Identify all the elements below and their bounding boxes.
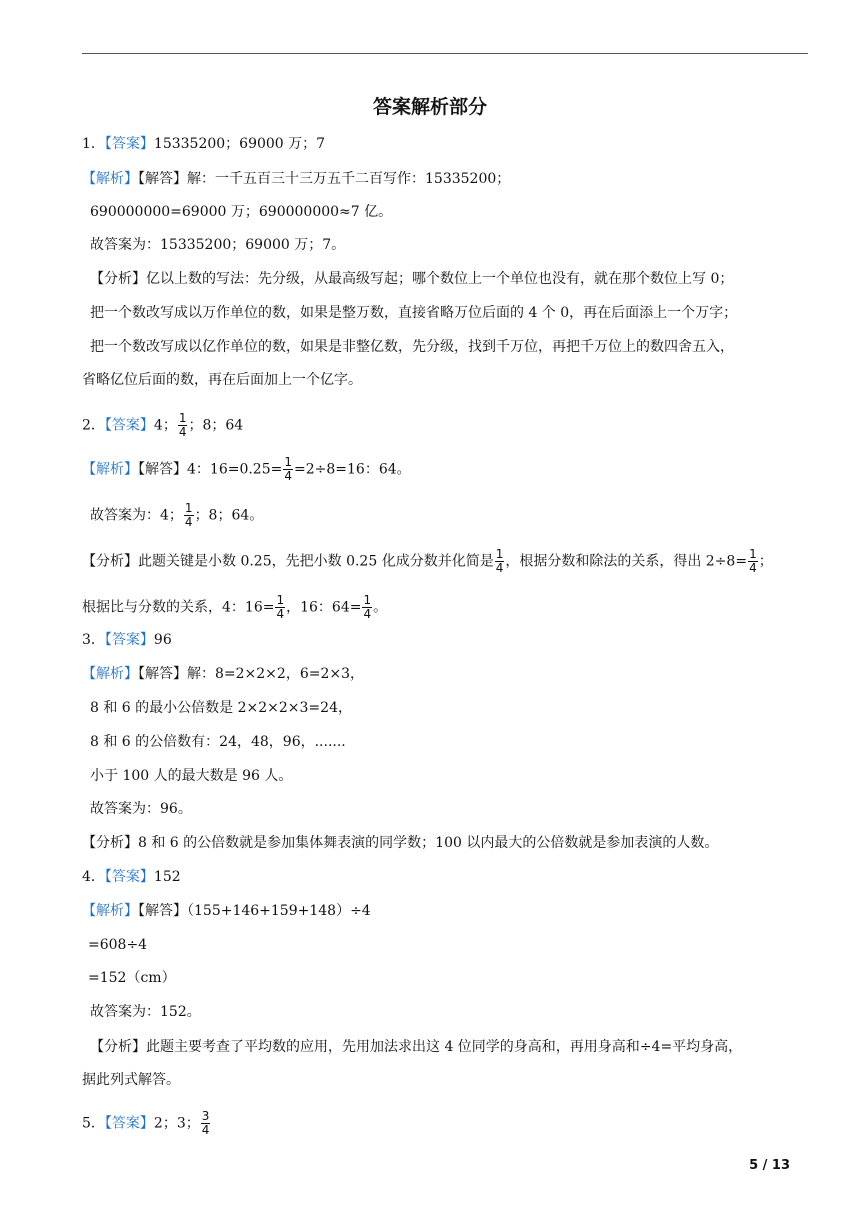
q2-analysis-line xyxy=(82,456,411,483)
q4-answer-line xyxy=(82,867,181,887)
q1-line4: 【分析】亿以上数的写法：先分级，从最高级写起；哪个数位上一个单位也没有，就在那个数位上写 0； xyxy=(90,271,734,287)
q3-analysis-tag: 【解析】 xyxy=(82,666,138,682)
header-rule xyxy=(82,53,808,54)
q4-number: 4． xyxy=(82,869,105,885)
fraction-one-quarter: $\frac{1}{4}$ xyxy=(184,501,193,529)
q1-answer: 15335200；69000 万；7 xyxy=(153,136,326,152)
fraction-one-quarter: $\frac{1}{4}$ xyxy=(178,411,187,439)
q4-answer: 152 xyxy=(153,869,181,885)
q2-answer-part2: ；8；64 xyxy=(188,417,244,434)
q3-solution: 【解答】解：8=2×2×2，6=2×3， xyxy=(138,666,365,682)
q4-line3: =152（cm） xyxy=(88,970,176,986)
q1-number: 1． xyxy=(82,136,105,152)
q2-reasoning-line1 xyxy=(82,548,773,575)
q3-answer-tag: 【答案】 xyxy=(104,632,154,648)
q3-analysis-line xyxy=(82,664,364,684)
q2-number: 2． xyxy=(82,417,105,434)
q2-answer-tag: 【答案】 xyxy=(104,417,154,434)
q3-line2: 8 和 6 的最小公倍数是 2×2×2×3=24， xyxy=(90,700,352,716)
q1-answer-tag: 【答案】 xyxy=(104,136,154,152)
page-title: 答案解析部分 xyxy=(372,96,487,118)
q1-line5: 把一个数改写成以万作单位的数，如果是整万数，直接省略万位后面的 4 个 0，再在后面添上一个万字； xyxy=(90,305,738,321)
q2-reasoning-part5: ，16：64= xyxy=(286,599,362,616)
q1-line2: 690000000=69000 万；690000000≈7 亿。 xyxy=(90,204,393,220)
q4-analysis-line xyxy=(82,901,371,921)
fraction-one-quarter: $\frac{1}{4}$ xyxy=(276,593,285,621)
q2-conclusion-part2: ；8；64。 xyxy=(194,507,264,524)
q2-answer-line xyxy=(82,412,243,439)
q4-line6: 据此列式解答。 xyxy=(82,1072,180,1088)
q2-solution-part1: 【解答】4：16=0.25= xyxy=(138,461,283,478)
fraction-one-quarter: $\frac{1}{4}$ xyxy=(749,547,757,575)
q2-reasoning-part6: 。 xyxy=(373,599,388,616)
q3-answer: 96 xyxy=(153,632,172,648)
q2-answer-part1: 4； xyxy=(153,417,177,434)
q3-answer-line xyxy=(82,630,172,650)
q2-reasoning-part2: ，根据分数和除法的关系，得出 2÷8= xyxy=(505,553,748,570)
fraction-one-quarter: $\frac{1}{4}$ xyxy=(363,593,372,621)
q1-answer-line xyxy=(82,134,325,154)
q4-answer-tag: 【答案】 xyxy=(104,869,154,885)
q2-reasoning-part4: 根据比与分数的关系，4：16= xyxy=(82,599,275,616)
q4-line4: 故答案为：152。 xyxy=(90,1004,201,1020)
q5-number: 5． xyxy=(82,1115,105,1132)
fraction-one-quarter: $\frac{1}{4}$ xyxy=(284,455,292,483)
q4-analysis-tag: 【解析】 xyxy=(82,903,138,919)
q5-answer-line xyxy=(82,1110,211,1137)
q5-answer-tag: 【答案】 xyxy=(104,1115,154,1132)
q1-analysis-line xyxy=(82,169,510,189)
q2-conclusion-line xyxy=(90,502,263,529)
q3-line4: 小于 100 人的最大数是 96 人。 xyxy=(90,768,293,784)
q3-line6: 【分析】8 和 6 的公倍数就是参加集体舞表演的同学数；100 以内最大的公倍数就是参加表演的人数。 xyxy=(82,835,719,851)
q1-line3: 故答案为：15335200；69000 万；7。 xyxy=(90,237,346,253)
q3-number: 3． xyxy=(82,632,105,648)
q1-line6: 把一个数改写成以亿作单位的数，如果是非整亿数，先分级，找到千万位，再把千万位上的数四舍五入， xyxy=(90,339,734,355)
page-number: 5 / 13 xyxy=(749,1158,790,1173)
q2-reasoning-part1: 【分析】此题关键是小数 0.25，先把小数 0.25 化成分数并化简是 xyxy=(82,553,494,570)
q1-solution: 【解答】解：一千五百三十三万五千二百写作：15335200； xyxy=(138,171,511,187)
q1-analysis-tag: 【解析】 xyxy=(82,171,138,187)
fraction-three-quarters: $\frac{3}{4}$ xyxy=(201,1109,210,1137)
q4-line5: 【分析】此题主要考查了平均数的应用，先用加法求出这 4 位同学的身高和，再用身高和÷4=平均身高， xyxy=(90,1039,743,1055)
q4-line2: =608÷4 xyxy=(88,937,148,953)
fraction-one-quarter: $\frac{1}{4}$ xyxy=(495,547,504,575)
q2-analysis-tag: 【解析】 xyxy=(82,461,138,478)
q2-solution-part2: =2÷8=16：64。 xyxy=(294,461,411,478)
q2-conclusion-part1: 故答案为：4； xyxy=(90,507,183,524)
q2-reasoning-line2 xyxy=(82,594,387,621)
q3-line3: 8 和 6 的公倍数有：24，48，96，....... xyxy=(90,734,346,750)
q1-line7: 省略亿位后面的数，再在后面加上一个亿字。 xyxy=(82,372,362,388)
q2-reasoning-part3: ； xyxy=(758,553,773,570)
q3-line5: 故答案为：96。 xyxy=(90,801,192,817)
q5-answer-part1: 2；3； xyxy=(153,1115,200,1132)
q4-solution: 【解答】（155+146+159+148）÷4 xyxy=(138,903,371,919)
